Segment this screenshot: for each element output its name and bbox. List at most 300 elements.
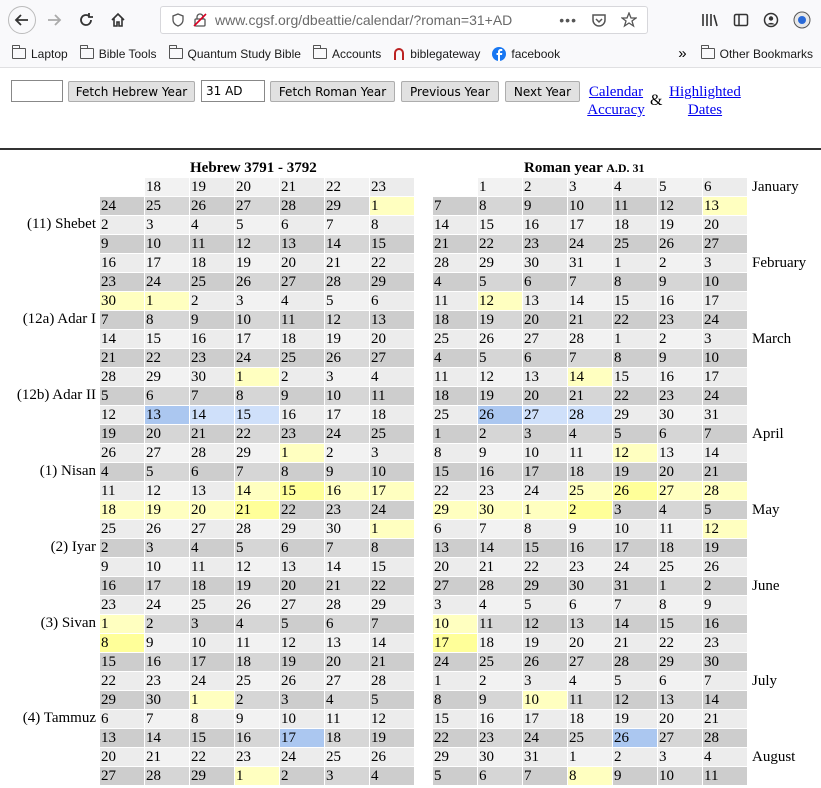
hebrew-day-cell: 22 <box>370 577 414 595</box>
hebrew-day-cell: 28 <box>100 368 144 386</box>
hebrew-day-cell: 1 <box>235 767 279 785</box>
roman-day-cell: 13 <box>703 197 747 215</box>
hebrew-day-cell: 3 <box>370 444 414 462</box>
hebrew-day-cell: 20 <box>190 501 234 519</box>
hebrew-day-cell: 12 <box>235 558 279 576</box>
hebrew-day-cell: 28 <box>325 273 369 291</box>
hebrew-day-cell: 15 <box>280 482 324 500</box>
roman-day-cell: 18 <box>658 539 702 557</box>
hebrew-day-cell: 11 <box>235 634 279 652</box>
hebrew-day-cell: 2 <box>280 767 324 785</box>
hebrew-day-cell: 20 <box>280 577 324 595</box>
roman-day-cell: 20 <box>568 634 612 652</box>
roman-day-cell: 11 <box>703 767 747 785</box>
hebrew-day-cell <box>100 178 144 196</box>
bookmark-bible-tools[interactable]: Bible Tools <box>80 47 157 61</box>
roman-day-cell: 19 <box>478 311 522 329</box>
hebrew-day-cell: 11 <box>190 235 234 253</box>
reload-button[interactable] <box>72 6 100 34</box>
roman-day-cell: 27 <box>523 406 567 424</box>
roman-day-cell: 8 <box>613 273 657 291</box>
hebrew-day-cell: 26 <box>235 273 279 291</box>
roman-day-cell: 20 <box>658 710 702 728</box>
hebrew-day-cell: 19 <box>280 653 324 671</box>
hebrew-day-cell: 11 <box>325 710 369 728</box>
hebrew-month-label: (4) Tammuz <box>22 710 96 726</box>
home-button[interactable] <box>104 6 132 34</box>
page-divider <box>0 148 821 150</box>
hebrew-day-cell: 30 <box>145 691 189 709</box>
hebrew-day-cell: 28 <box>190 444 234 462</box>
hebrew-day-cell: 15 <box>190 729 234 747</box>
hebrew-day-cell: 15 <box>370 558 414 576</box>
hebrew-day-cell: 10 <box>190 634 234 652</box>
hebrew-day-cell: 24 <box>145 273 189 291</box>
bookmark-accounts[interactable]: Accounts <box>313 47 381 61</box>
hebrew-day-cell: 14 <box>370 634 414 652</box>
roman-day-cell: 21 <box>703 463 747 481</box>
roman-day-cell: 7 <box>568 349 612 367</box>
hebrew-day-cell: 6 <box>325 615 369 633</box>
hebrew-day-cell: 23 <box>235 748 279 766</box>
hebrew-day-cell: 1 <box>370 197 414 215</box>
hebrew-day-cell: 8 <box>280 463 324 481</box>
roman-day-cell: 29 <box>478 254 522 272</box>
roman-day-cell: 14 <box>703 444 747 462</box>
hebrew-day-cell: 13 <box>370 311 414 329</box>
roman-month-label: August <box>752 749 796 765</box>
biblegateway-icon <box>393 47 405 61</box>
roman-day-cell: 25 <box>568 729 612 747</box>
roman-day-cell: 17 <box>703 292 747 310</box>
hebrew-day-cell: 17 <box>145 577 189 595</box>
bookmark-facebook[interactable]: facebook <box>492 47 560 61</box>
hebrew-day-cell: 9 <box>190 311 234 329</box>
roman-day-cell: 7 <box>523 767 567 785</box>
hebrew-day-cell: 22 <box>145 349 189 367</box>
hebrew-day-cell: 27 <box>100 767 144 785</box>
hebrew-day-cell: 19 <box>190 178 234 196</box>
hebrew-day-cell: 25 <box>145 197 189 215</box>
fetch-hebrew-year-button[interactable]: Fetch Hebrew Year <box>68 81 195 102</box>
hebrew-day-cell: 1 <box>235 368 279 386</box>
roman-day-cell: 29 <box>433 501 477 519</box>
hebrew-day-cell: 11 <box>280 311 324 329</box>
forward-button[interactable] <box>40 6 68 34</box>
roman-day-cell: 7 <box>478 520 522 538</box>
hebrew-month-label: (12b) Adar II <box>16 387 96 403</box>
hebrew-day-cell: 1 <box>280 444 324 462</box>
hebrew-day-cell: 10 <box>145 558 189 576</box>
roman-day-cell: 21 <box>703 710 747 728</box>
hebrew-day-cell: 8 <box>100 634 144 652</box>
roman-day-cell: 29 <box>658 653 702 671</box>
extension-icon[interactable] <box>793 11 811 29</box>
roman-day-cell: 6 <box>433 520 477 538</box>
hebrew-day-cell: 21 <box>190 425 234 443</box>
roman-day-cell: 17 <box>433 634 477 652</box>
roman-day-cell: 14 <box>568 292 612 310</box>
pocket-icon[interactable] <box>591 12 607 28</box>
sidebar-icon[interactable] <box>733 12 749 28</box>
hebrew-day-cell: 16 <box>280 406 324 424</box>
roman-day-cell: 26 <box>523 653 567 671</box>
roman-day-cell: 10 <box>568 197 612 215</box>
roman-day-cell: 27 <box>658 482 702 500</box>
hebrew-day-cell: 5 <box>325 292 369 310</box>
roman-day-cell: 15 <box>658 615 702 633</box>
bookmarks-overflow-chevron-icon[interactable]: » <box>678 45 687 62</box>
hebrew-day-cell: 28 <box>280 197 324 215</box>
hebrew-day-cell: 4 <box>190 539 234 557</box>
bookmark-star-icon[interactable] <box>621 12 637 28</box>
roman-day-cell: 25 <box>568 482 612 500</box>
roman-day-cell: 9 <box>523 197 567 215</box>
hebrew-month-label: (3) Sivan <box>40 615 96 631</box>
roman-day-cell: 18 <box>433 311 477 329</box>
hebrew-day-cell: 17 <box>370 482 414 500</box>
fetch-roman-year-button[interactable]: Fetch Roman Year <box>270 81 395 102</box>
hebrew-day-cell: 27 <box>280 273 324 291</box>
insecure-lock-icon[interactable] <box>193 13 207 27</box>
hebrew-day-cell: 23 <box>325 501 369 519</box>
roman-day-cell: 28 <box>613 653 657 671</box>
roman-day-cell: 26 <box>478 406 522 424</box>
account-icon[interactable] <box>763 12 779 28</box>
roman-month-label: June <box>752 578 780 594</box>
roman-day-cell: 1 <box>478 178 522 196</box>
roman-day-cell: 25 <box>433 406 477 424</box>
roman-day-cell: 23 <box>703 634 747 652</box>
hebrew-day-cell: 5 <box>280 615 324 633</box>
roman-day-cell: 21 <box>568 311 612 329</box>
roman-day-cell: 31 <box>568 254 612 272</box>
roman-day-cell: 2 <box>613 748 657 766</box>
roman-day-cell: 1 <box>568 748 612 766</box>
roman-day-cell: 26 <box>703 558 747 576</box>
hebrew-day-cell: 27 <box>190 520 234 538</box>
roman-day-cell: 1 <box>433 672 477 690</box>
roman-day-cell: 10 <box>703 349 747 367</box>
roman-day-cell: 19 <box>658 216 702 234</box>
previous-year-button[interactable]: Previous Year <box>401 81 499 102</box>
roman-day-cell: 3 <box>568 178 612 196</box>
hebrew-day-cell: 28 <box>325 596 369 614</box>
roman-day-cell: 29 <box>433 748 477 766</box>
hebrew-day-cell: 19 <box>100 425 144 443</box>
roman-day-cell: 12 <box>523 615 567 633</box>
highlighted-dates-link[interactable]: Highlighted Dates <box>669 84 741 118</box>
roman-day-cell: 3 <box>613 501 657 519</box>
bookmark-other[interactable]: Other Bookmarks <box>701 47 813 61</box>
hebrew-day-cell: 4 <box>280 292 324 310</box>
hebrew-day-cell: 26 <box>370 748 414 766</box>
roman-day-cell: 19 <box>523 634 567 652</box>
hebrew-day-cell: 1 <box>370 520 414 538</box>
roman-day-cell: 14 <box>613 615 657 633</box>
roman-day-cell: 19 <box>478 387 522 405</box>
hebrew-day-cell: 27 <box>235 197 279 215</box>
hebrew-day-cell: 29 <box>370 273 414 291</box>
roman-day-cell: 11 <box>433 292 477 310</box>
url-host: www.cgsf.org <box>215 12 299 28</box>
roman-day-cell: 23 <box>568 558 612 576</box>
roman-day-cell: 16 <box>478 463 522 481</box>
roman-day-cell: 8 <box>478 197 522 215</box>
folder-icon <box>701 48 715 59</box>
hebrew-day-cell: 11 <box>100 482 144 500</box>
roman-day-cell: 11 <box>568 444 612 462</box>
roman-day-cell: 27 <box>433 577 477 595</box>
hebrew-day-cell: 24 <box>235 349 279 367</box>
roman-day-cell: 3 <box>658 748 702 766</box>
roman-day-cell: 21 <box>613 634 657 652</box>
hebrew-day-cell: 20 <box>100 748 144 766</box>
roman-day-cell: 15 <box>613 368 657 386</box>
roman-day-cell: 6 <box>703 178 747 196</box>
hebrew-day-cell: 30 <box>325 520 369 538</box>
roman-day-cell: 27 <box>568 653 612 671</box>
hebrew-day-cell: 6 <box>280 539 324 557</box>
roman-day-cell: 13 <box>568 615 612 633</box>
hebrew-day-cell: 16 <box>190 330 234 348</box>
roman-day-cell: 6 <box>568 596 612 614</box>
roman-day-cell: 25 <box>613 235 657 253</box>
hebrew-day-cell: 11 <box>370 387 414 405</box>
roman-month-label: July <box>752 673 778 689</box>
hebrew-day-cell: 26 <box>235 596 279 614</box>
hebrew-day-cell: 2 <box>235 691 279 709</box>
roman-day-cell: 20 <box>433 558 477 576</box>
hebrew-day-cell: 29 <box>280 520 324 538</box>
roman-day-cell: 3 <box>523 425 567 443</box>
roman-day-cell: 22 <box>478 235 522 253</box>
hebrew-day-cell: 27 <box>280 596 324 614</box>
facebook-icon <box>492 47 506 61</box>
url-bar[interactable] <box>160 6 648 34</box>
hebrew-day-cell: 18 <box>235 653 279 671</box>
hebrew-day-cell: 24 <box>370 501 414 519</box>
roman-day-cell: 16 <box>658 292 702 310</box>
hebrew-day-cell: 21 <box>325 577 369 595</box>
roman-day-cell: 24 <box>703 387 747 405</box>
hebrew-day-cell: 14 <box>235 482 279 500</box>
hebrew-day-cell: 23 <box>100 596 144 614</box>
roman-year-input[interactable] <box>201 80 265 102</box>
hebrew-day-cell: 14 <box>100 330 144 348</box>
hebrew-day-cell: 10 <box>280 710 324 728</box>
hebrew-day-cell: 16 <box>235 729 279 747</box>
roman-day-cell: 19 <box>613 463 657 481</box>
roman-day-cell: 10 <box>523 691 567 709</box>
folder-icon <box>313 48 327 59</box>
hebrew-day-cell: 30 <box>100 292 144 310</box>
roman-day-cell: 16 <box>703 615 747 633</box>
hebrew-day-cell: 29 <box>235 444 279 462</box>
roman-calendar-title: Roman year A.D. 31 <box>524 160 645 176</box>
hebrew-day-cell: 9 <box>145 634 189 652</box>
hebrew-day-cell: 7 <box>100 311 144 329</box>
roman-day-cell: 21 <box>478 558 522 576</box>
roman-day-cell: 28 <box>568 330 612 348</box>
roman-day-cell: 26 <box>613 729 657 747</box>
hebrew-day-cell: 6 <box>370 292 414 310</box>
folder-icon <box>80 48 94 59</box>
forward-arrow-icon <box>46 12 62 28</box>
hebrew-day-cell: 19 <box>235 254 279 272</box>
hebrew-day-cell: 14 <box>325 235 369 253</box>
hebrew-day-cell: 5 <box>145 463 189 481</box>
hebrew-day-cell: 2 <box>325 444 369 462</box>
hebrew-day-cell: 23 <box>280 425 324 443</box>
roman-month-label: May <box>752 502 780 518</box>
hebrew-day-cell: 22 <box>370 254 414 272</box>
back-button[interactable] <box>8 6 36 34</box>
bookmark-quantum-study-bible[interactable]: Quantum Study Bible <box>169 47 301 61</box>
roman-day-cell: 12 <box>703 520 747 538</box>
hebrew-day-cell: 23 <box>100 273 144 291</box>
roman-day-cell: 24 <box>433 653 477 671</box>
hebrew-day-cell: 3 <box>190 615 234 633</box>
bookmark-biblegateway[interactable]: biblegateway <box>393 47 480 61</box>
roman-day-cell: 5 <box>613 672 657 690</box>
calendar-accuracy-link[interactable]: Calendar Accuracy <box>587 84 645 118</box>
hebrew-month-label: (11) Shebet <box>26 216 96 232</box>
roman-day-cell: 17 <box>523 463 567 481</box>
hebrew-day-cell: 6 <box>280 216 324 234</box>
roman-day-cell: 18 <box>568 710 612 728</box>
roman-day-cell: 17 <box>523 710 567 728</box>
hebrew-day-cell: 22 <box>100 672 144 690</box>
hebrew-day-cell: 10 <box>235 311 279 329</box>
roman-day-cell: 4 <box>433 349 477 367</box>
roman-day-cell: 1 <box>613 254 657 272</box>
hebrew-day-cell: 4 <box>370 767 414 785</box>
hebrew-day-cell: 29 <box>370 596 414 614</box>
roman-month-label: April <box>752 426 784 442</box>
roman-day-cell: 7 <box>568 273 612 291</box>
roman-day-cell: 5 <box>433 767 477 785</box>
hebrew-calendar-title: Hebrew 3791 - 3792 <box>190 160 317 176</box>
roman-month-label: March <box>752 331 792 347</box>
hebrew-day-cell: 4 <box>190 216 234 234</box>
roman-day-cell: 31 <box>523 748 567 766</box>
hebrew-day-cell: 17 <box>235 330 279 348</box>
hebrew-day-cell: 16 <box>145 653 189 671</box>
back-arrow-icon <box>14 12 30 28</box>
hebrew-day-cell: 29 <box>100 691 144 709</box>
roman-day-cell: 10 <box>433 615 477 633</box>
hebrew-day-cell: 5 <box>235 539 279 557</box>
roman-day-cell: 9 <box>658 273 702 291</box>
roman-day-cell: 15 <box>613 292 657 310</box>
hebrew-day-cell: 27 <box>325 672 369 690</box>
roman-era-label: A.D. 31 <box>606 161 645 175</box>
hebrew-day-cell: 28 <box>370 672 414 690</box>
hebrew-day-cell: 8 <box>235 387 279 405</box>
roman-day-cell: 5 <box>613 425 657 443</box>
roman-day-cell: 2 <box>658 330 702 348</box>
hebrew-day-cell: 12 <box>100 406 144 424</box>
hebrew-day-cell: 9 <box>325 463 369 481</box>
hebrew-day-cell: 20 <box>235 178 279 196</box>
roman-day-cell: 18 <box>568 463 612 481</box>
roman-day-cell: 3 <box>703 330 747 348</box>
bookmark-laptop[interactable]: Laptop <box>12 47 68 61</box>
roman-day-cell: 4 <box>613 178 657 196</box>
roman-day-cell: 23 <box>658 387 702 405</box>
hebrew-day-cell: 3 <box>325 368 369 386</box>
roman-day-cell: 4 <box>568 425 612 443</box>
roman-day-cell: 2 <box>658 254 702 272</box>
hebrew-day-cell: 5 <box>235 216 279 234</box>
hebrew-day-cell: 22 <box>280 501 324 519</box>
hebrew-day-cell: 2 <box>100 539 144 557</box>
hebrew-day-cell: 19 <box>325 330 369 348</box>
roman-day-cell: 23 <box>478 482 522 500</box>
hebrew-day-cell: 2 <box>145 615 189 633</box>
roman-day-cell: 8 <box>658 596 702 614</box>
shield-icon[interactable] <box>171 13 185 27</box>
roman-day-cell: 7 <box>703 425 747 443</box>
next-year-button[interactable]: Next Year <box>505 81 580 102</box>
roman-day-cell: 4 <box>658 501 702 519</box>
hebrew-day-cell: 24 <box>280 748 324 766</box>
hebrew-day-cell: 20 <box>280 254 324 272</box>
roman-day-cell: 8 <box>433 444 477 462</box>
hebrew-day-cell: 28 <box>235 520 279 538</box>
roman-day-cell: 1 <box>433 425 477 443</box>
roman-day-cell: 4 <box>433 273 477 291</box>
hebrew-day-cell: 17 <box>325 406 369 424</box>
folder-icon <box>12 48 26 59</box>
hebrew-day-cell: 27 <box>145 444 189 462</box>
roman-day-cell: 28 <box>478 577 522 595</box>
roman-day-cell: 22 <box>613 311 657 329</box>
hebrew-day-cell: 26 <box>145 520 189 538</box>
hebrew-day-cell: 10 <box>145 235 189 253</box>
hebrew-day-cell: 12 <box>145 482 189 500</box>
hebrew-day-cell: 19 <box>145 501 189 519</box>
hebrew-day-cell: 12 <box>325 311 369 329</box>
hebrew-day-cell: 25 <box>190 273 234 291</box>
hebrew-day-cell: 1 <box>145 292 189 310</box>
roman-day-cell: 29 <box>523 577 567 595</box>
hebrew-day-cell: 9 <box>100 558 144 576</box>
hebrew-day-cell: 15 <box>145 330 189 348</box>
roman-day-cell: 19 <box>703 539 747 557</box>
hebrew-day-cell: 25 <box>235 672 279 690</box>
calendar-controls <box>0 68 821 148</box>
hebrew-day-cell: 18 <box>145 178 189 196</box>
library-icon[interactable] <box>701 12 719 28</box>
hebrew-day-cell: 3 <box>145 539 189 557</box>
hebrew-day-cell: 1 <box>100 615 144 633</box>
bookmarks-bar <box>0 40 821 68</box>
hebrew-year-input[interactable] <box>11 80 63 102</box>
hebrew-day-cell: 13 <box>190 482 234 500</box>
roman-day-cell: 10 <box>703 273 747 291</box>
hebrew-day-cell: 13 <box>280 235 324 253</box>
hebrew-day-cell: 19 <box>235 577 279 595</box>
roman-day-cell: 7 <box>433 197 477 215</box>
roman-day-cell: 12 <box>478 292 522 310</box>
roman-day-cell: 14 <box>568 368 612 386</box>
page-actions-icon[interactable]: ••• <box>559 12 577 28</box>
hebrew-day-cell: 13 <box>325 634 369 652</box>
hebrew-day-cell: 21 <box>370 653 414 671</box>
roman-day-cell: 20 <box>703 216 747 234</box>
